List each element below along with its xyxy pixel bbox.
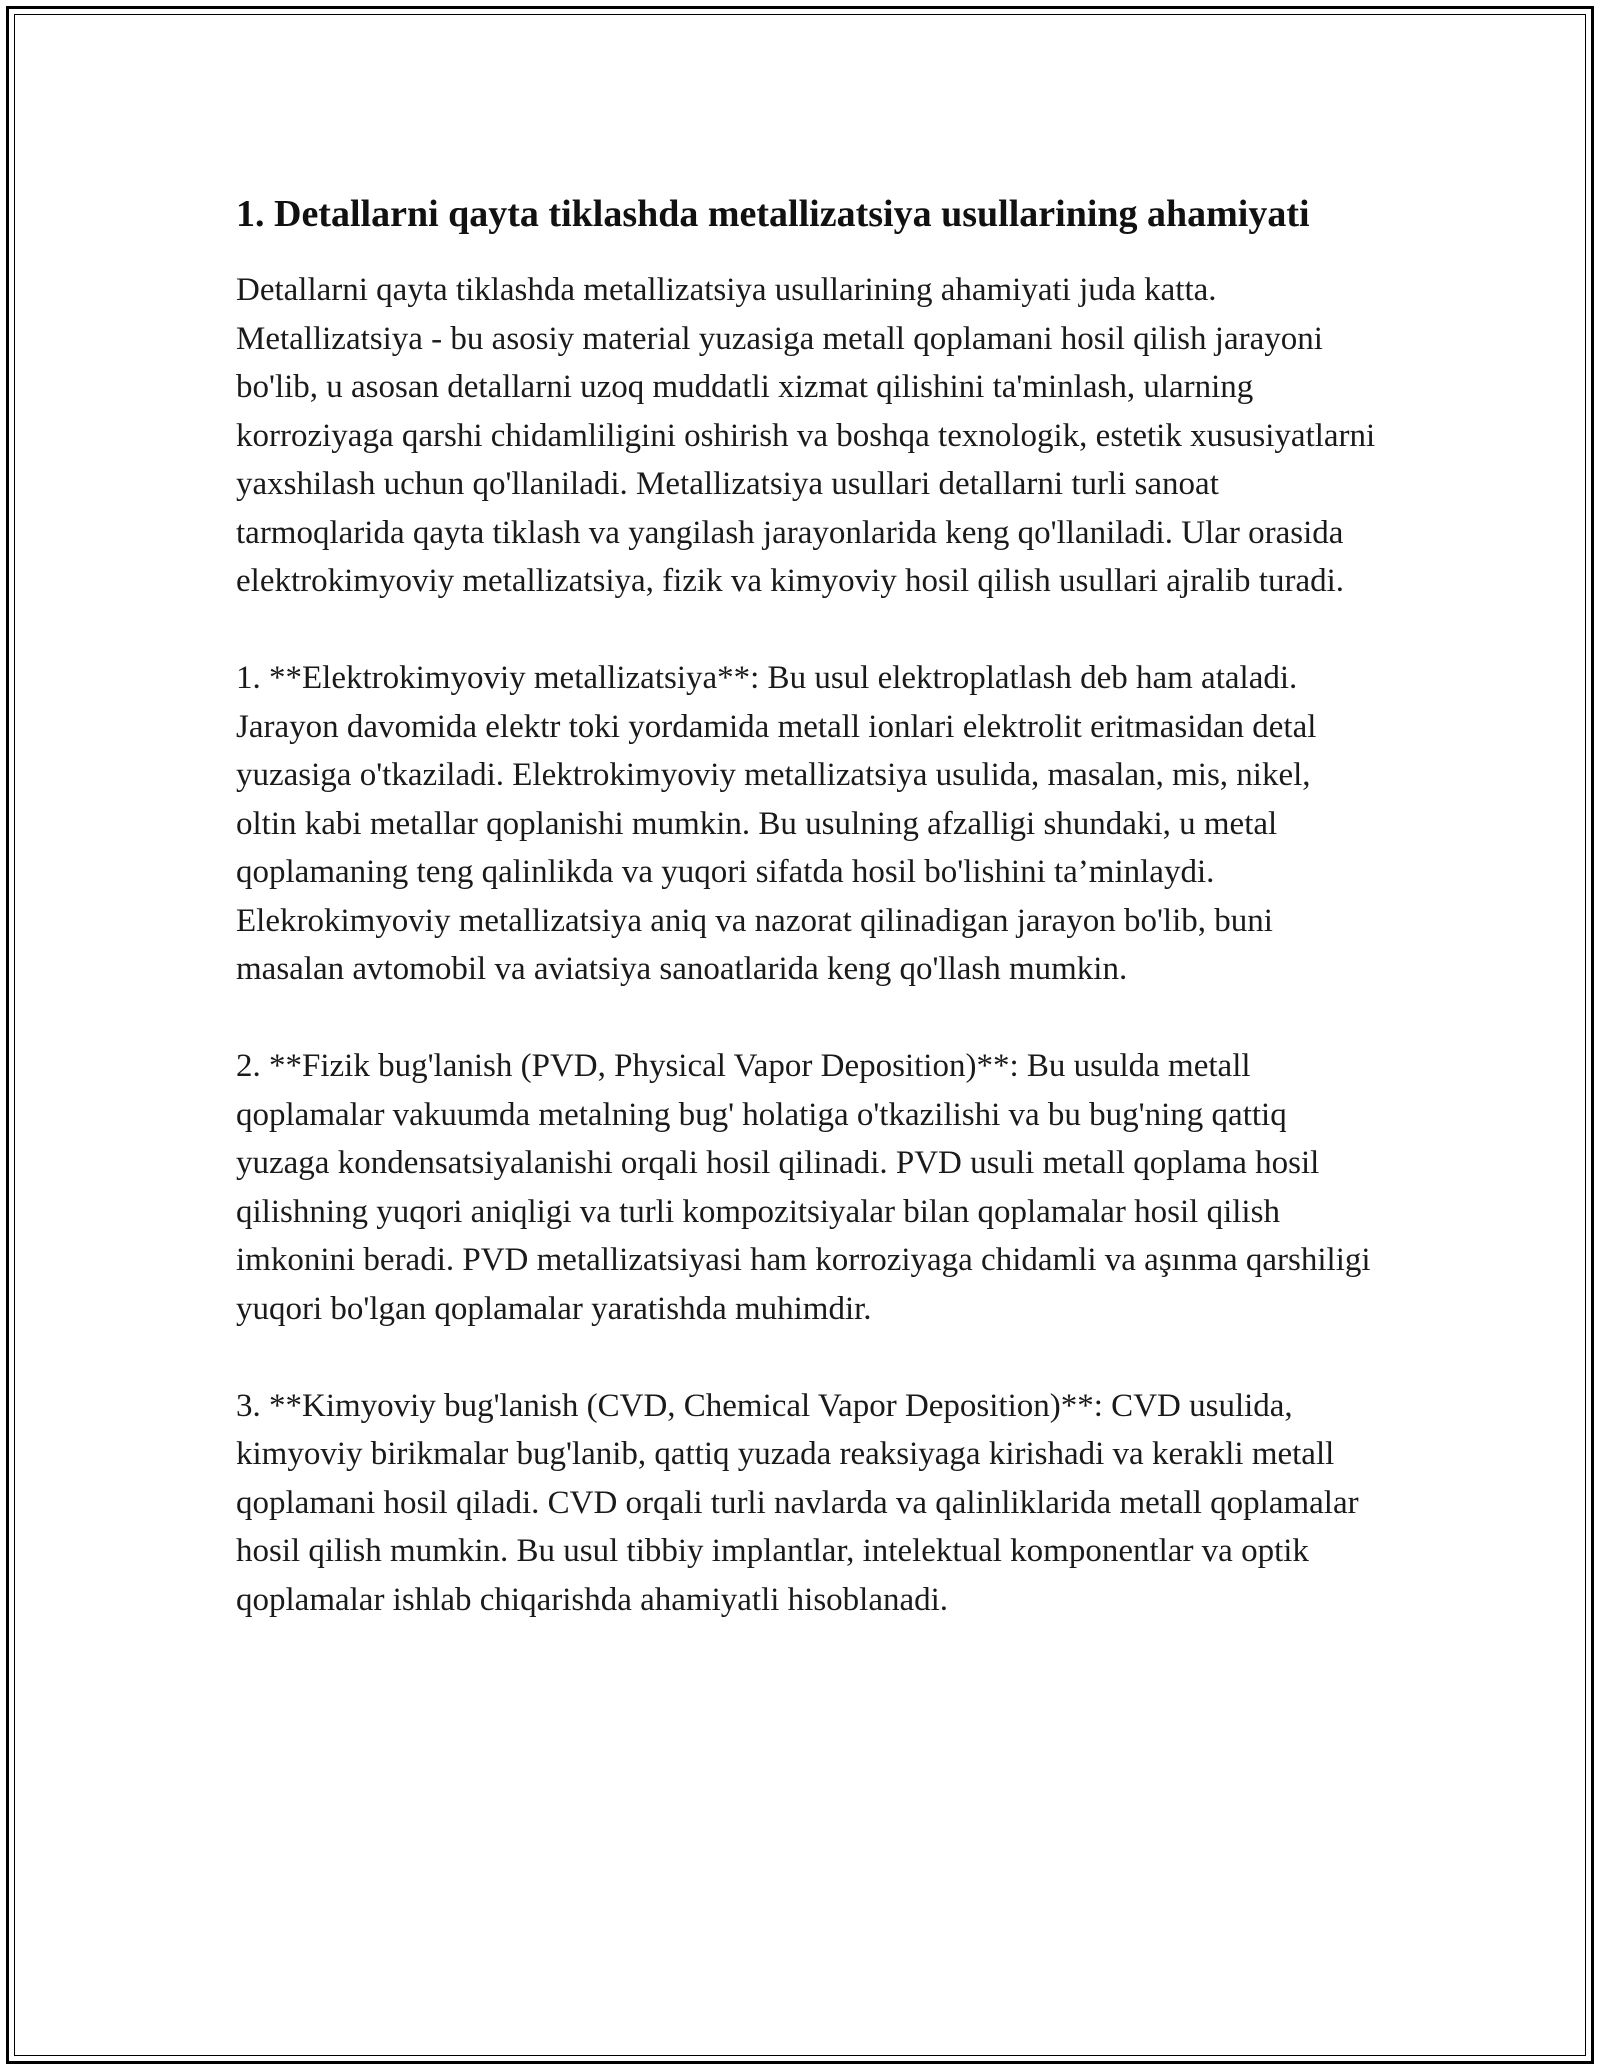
pvd-paragraph: 2. **Fizik bug'lanish (PVD, Physical Vapor Deposition)**: Bu usulda metall qoplamalar vakuumda metalning bug' holatiga o'tkazilishi va bu bug'ning qattiq yuzaga kondensatsiyalanishi orqali hosil qilinadi. PVD usuli metall qoplama hosil qilishning yuqori aniqligi va turli kompozitsiyalar bilan qoplamalar hosil qilish imkonini beradi. PVD metallizatsiyasi ham korroziyaga chidamli va aşınma qarshiligi yuqori bo'lgan qoplamalar yaratishda muhimdir. — [236, 1048, 1371, 1327]
section-heading: 1. Detallarni qayta tiklashda metallizatsiya usullarining ahamiyati — [236, 193, 1310, 235]
document-body — [236, 186, 1376, 1673]
electrochemical-paragraph: 1. **Elektrokimyoviy metallizatsiya**: Bu usul elektroplatlash deb ham ataladi. Jarayon davomida elektr toki yordamida metall ionlari elektrolit eritmasidan detal yuzasiga o'tkaziladi. Elektrokimyoviy metallizatsiya usulida, masalan, mis, nikel, oltin kabi metallar qoplanishi mumkin. Bu usulning afzalligi shundaki, u metal qoplamaning teng qalinlikda va yuqori sifatda hosil bo'lishini ta’minlaydi. Elekrokimyoviy metallizatsiya aniq va nazorat qilinadigan jarayon bo'lib, buni masalan avtomobil va aviatsiya sanoatlarida keng qo'llash mumkin. — [236, 660, 1317, 987]
intro-paragraph: Detallarni qayta tiklashda metallizatsiya usullarining ahamiyati juda katta. Metallizatsiya - bu asosiy material yuzasiga metall qoplamani hosil qilish jarayoni bo'lib, u asosan detallarni uzoq muddatli xizmat qilishini ta'minlash, ularning korroziyaga qarshi chidamliligini oshirish va boshqa texnologik, estetik xususiyatlarni yaxshilash uchun qo'llaniladi. Metallizatsiya usullari detallarni turli sanoat tarmoqlarida qayta tiklash va yangilash jarayonlarida keng qo'llaniladi. Ular orasida elektrokimyoviy metallizatsiya, fizik va kimyoviy hosil qilish usullari ajralib turadi. — [236, 272, 1376, 599]
cvd-paragraph: 3. **Kimyoviy bug'lanish (CVD, Chemical Vapor Deposition)**: CVD usulida, kimyoviy birikmalar bug'lanib, qattiq yuzada reaksiyaga kirishadi va kerakli metall qoplamani hosil qiladi. CVD orqali turli navlarda va qalinliklarida metall qoplamalar hosil qilish mumkin. Bu usul tibbiy implantlar, intelektual komponentlar va optik qoplamalar ishlab chiqarishda ahamiyatli hisoblanadi. — [236, 1387, 1359, 1618]
